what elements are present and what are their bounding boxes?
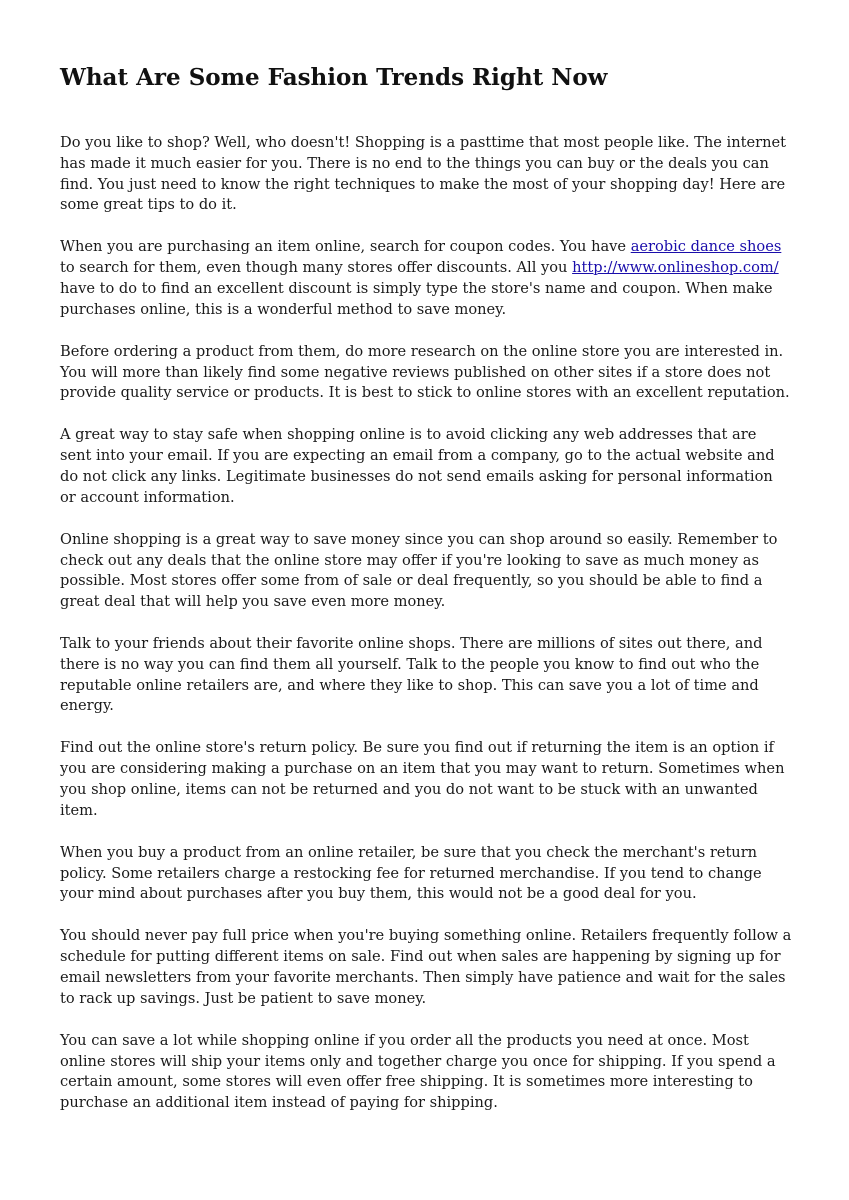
paragraph-text: When you are purchasing an item online, search for coupon codes. You have xyxy=(60,238,631,256)
article-body xyxy=(60,133,792,1135)
paragraph-full-price: You should never pay full price when you're buying something online. Retailers frequently follow a schedule for putting different items on sale. Find out when sales are happening by signing up for email newsletters from your favorite merchants. Then simply have patience and wait for the sales to rack up savings. Just be patient to save money. xyxy=(60,927,792,1007)
paragraph-friends-shops: Talk to your friends about their favorite online shops. There are millions of sites out there, and there is no way you can find them all yourself. Talk to the people you know to find out who the reputable online retailers are, and where they like to shop. This can save you a lot of time and energy. xyxy=(60,635,763,715)
page-title: What Are Some Fashion Trends Right Now xyxy=(60,64,608,91)
link-onlineshop-url[interactable]: http://www.onlineshop.com/ xyxy=(572,259,779,277)
paragraph-restocking-fee: When you buy a product from an online retailer, be sure that you check the merchant's return policy. Some retailers charge a restocking fee for returned merchandise. If you tend to change your mind about purchases after you buy them, this would not be a good deal for you. xyxy=(60,843,762,903)
paragraph-email-safety: A great way to stay safe when shopping online is to avoid clicking any web addresses that are sent into your email. If you are expecting an email from a company, go to the actual website and do not click any links. Legitimate businesses do not send emails asking for personal information or account information. xyxy=(60,426,775,506)
paragraph-text: to search for them, even though many stores offer discounts. All you xyxy=(60,259,573,277)
paragraph-intro: Do you like to shop? Well, who doesn't! Shopping is a pasttime that most people like. The internet has made it much easier for you. There is no end to the things you can buy or the deals you can find. You just need to know the right techniques to make the most of your shopping day! Here are some great tips to do it. xyxy=(60,134,786,214)
paragraph-return-policy: Find out the online store's return policy. Be sure you find out if returning the item is an option if you are considering making a purchase on an item that you may want to return. Sometimes when you shop online, items can not be returned and you do not want to be stuck with an unwanted item. xyxy=(60,739,785,819)
paragraph-coupon-codes xyxy=(60,237,792,320)
link-aerobic-dance-shoes[interactable]: aerobic dance shoes xyxy=(630,238,782,256)
paragraph-research-store: Before ordering a product from them, do more research on the online store you are interested in. You will more than likely find some negative reviews published on other sites if a store does not provide quality service or products. It is best to stick to online stores with an excellent reputation. xyxy=(60,342,790,402)
paragraph-text: have to do to find an excellent discount is simply type the store's name and coupon. When make purchases online, this is a wonderful method to save money. xyxy=(60,279,773,318)
paragraph-shipping: You can save a lot while shopping online if you order all the products you need at once. Most online stores will ship your items only and together charge you once for shipping. If you spend a certain amount, some stores will even offer free shipping. It is sometimes more interesting to purchase an additional item instead of paying for shipping. xyxy=(60,1031,776,1112)
paragraph-save-money: Online shopping is a great way to save money since you can shop around so easily. Remember to check out any deals that the online store may offer if you're looking to save as much money as possible. Most stores offer some from of sale or deal frequently, so you should be able to find a great deal that will help you save even more money. xyxy=(60,530,778,611)
